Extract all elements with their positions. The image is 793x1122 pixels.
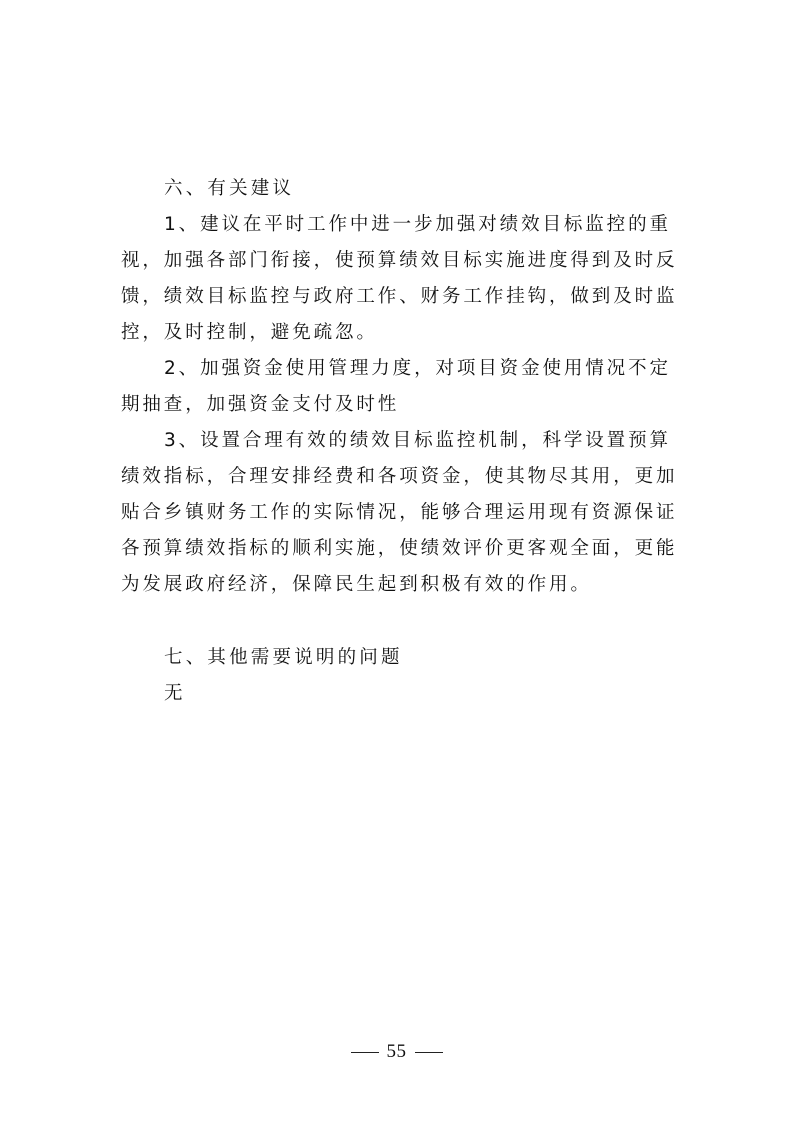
- section-7-body: 无: [164, 683, 186, 704]
- page-number-footer: [0, 1040, 793, 1064]
- paragraph-1-line-4: 控，及时控制，避免疏忽。: [121, 322, 378, 343]
- paragraph-3-line-5: 为发展政府经济，保障民生起到积极有效的作用。: [121, 574, 592, 595]
- paragraph-3-line-1: 3、设置合理有效的绩效目标监控机制，科学设置预算: [164, 430, 671, 451]
- section-6-heading: 六、有关建议: [164, 178, 295, 199]
- paragraph-2-line-1: 2、加强资金使用管理力度，对项目资金使用情况不定: [164, 358, 671, 379]
- paragraph-1-line-1: 1、建议在平时工作中进一步加强对绩效目标监控的重: [164, 214, 671, 235]
- paragraph-3-line-3: 贴合乡镇财务工作的实际情况，能够合理运用现有资源保证: [121, 502, 678, 523]
- paragraph-3-line-4: 各预算绩效指标的顺利实施，使绩效评价更客观全面，更能: [121, 538, 678, 559]
- section-7-heading: 七、其他需要说明的问题: [164, 647, 403, 668]
- paragraph-1-line-3: 馈，绩效目标监控与政府工作、财务工作挂钩，做到及时监: [121, 286, 678, 307]
- paragraph-2-line-2: 期抽查，加强资金支付及时性: [121, 394, 400, 415]
- right-dash: [415, 1052, 443, 1053]
- left-dash: [351, 1052, 379, 1053]
- paragraph-3-line-2: 绩效指标，合理安排经费和各项资金，使其物尽其用，更加: [121, 466, 678, 487]
- page-number: 55: [386, 1041, 407, 1062]
- paragraph-1-line-2: 视，加强各部门衔接，使预算绩效目标实施进度得到及时反: [121, 250, 678, 271]
